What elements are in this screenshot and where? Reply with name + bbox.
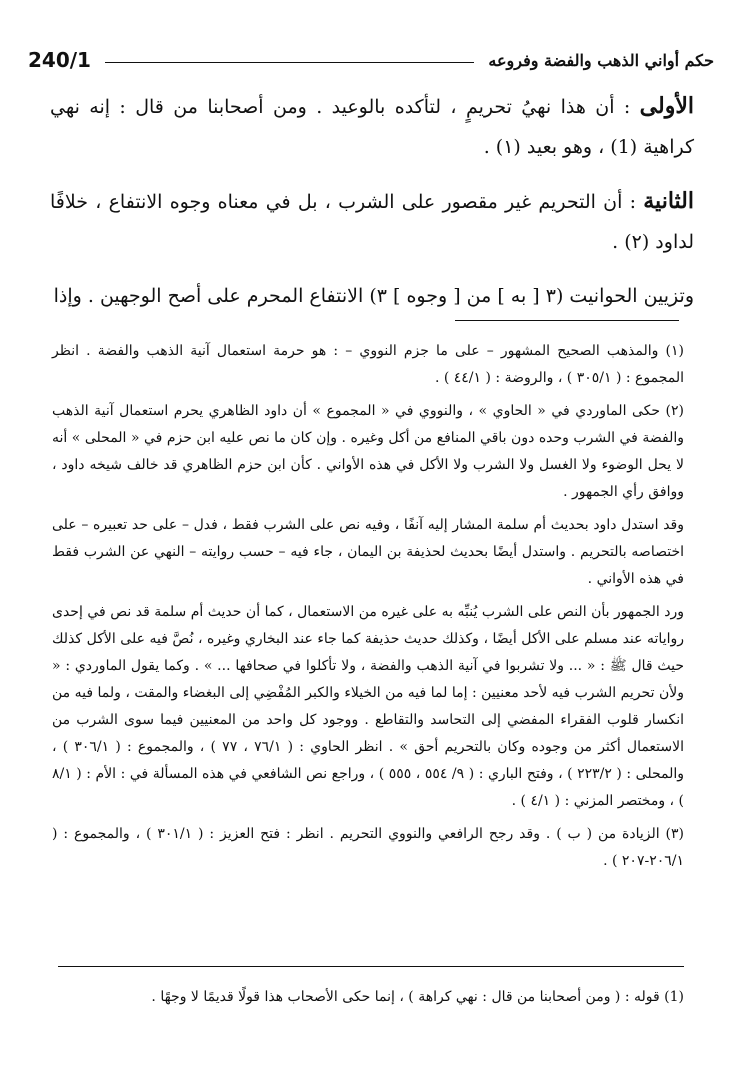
footnote: وقد استدل داود بحديث أم سلمة المشار إليه آنفًا ، وفيه نص على الشرب فقط ، فدل – على حد تعبيره – على اختصاصه بالتحريم . واستدل أيضًا بحديث لحذيفة بن اليمان ، جاء فيه – حسب روايته – النهي عن الشرب فقط في هذه الأواني . xyxy=(52,517,684,587)
page-number: 240/1 xyxy=(28,48,91,72)
editor-note: (1) قوله : ( ومن أصحابنا من قال : نهي كراهة ) ، إنما حكى الأصحاب هذا قولًا قديمًا لا وجهًا . xyxy=(151,989,684,1005)
footnote: (٣) الزيادة من ( ب ) . وقد رجح الرافعي والنووي التحريم . انظر : فتح العزيز : ( ٣٠١/١ ) ، والمجموع : ( ٢٠٦/١-٢٠٧ ) . xyxy=(52,826,684,869)
paragraph-body: : أن هذا نهيُ تحريمٍ ، لتأكده بالوعيد . ومن أصحابنا من قال : إنه نهي كراهية (1) ، وهو بعيد (١) . xyxy=(50,96,694,158)
paragraph-second xyxy=(50,181,694,262)
paragraph-third: وتزيين الحوانيت (٣ [ به ] من [ وجوه ] ٣) الانتفاع المحرم على أصح الوجهين . وإذا xyxy=(53,285,694,307)
running-title: حكم أواني الذهب والفضة وفروعه xyxy=(488,50,714,70)
header-divider xyxy=(105,62,474,63)
editor-note-divider xyxy=(58,966,684,967)
footnotes xyxy=(52,338,684,881)
footnote: ورد الجمهور بأن النص على الشرب يُنبِّه به على غيره من الاستعمال ، كما أن حديث أم سلمة قد نص في إحدى رواياته عند مسلم على الأكل أيضًا ، وكذلك حديث حذيفة كما جاء عند البخاري وغيره ، نُصَّ فيه على الأكل كذلك حيث قال ﷺ : « ... ولا تشربوا في آنية الذهب والفضة ، ولا تأكلوا في صحافها ... » . وكما يقول الماوردي : « ولأن تحريم الشرب فيه لأحد معنيين : إما لما فيه من الخيلاء والكبر المُفْضِي إلى البغضاء والمقت ، ولما فيه من انكسار قلوب الفقراء المفضي إلى التحاسد والتقاطع . ووجود كل واحد من المعنيين فيما سوى الشرب من الاستعمال أكثر من وجوده وكان بالتحريم أحق » . انظر الحاوي : ( ٧٦/١ ، ٧٧ ) ، والمجموع : ( ٣٠٦/١ ) ، والمحلى : ( ٢٢٣/٢ ) ، وفتح الباري : ( ٩/ ٥٥٤ ، ٥٥٥ ) ، وراجع نص الشافعي في هذه المسألة في : الأم : ( ٨/١ ) ، ومختصر المزني : ( ٤/١ ) . xyxy=(52,604,685,809)
paragraph-label: الثانية xyxy=(643,188,694,214)
paragraph-label: الأولى xyxy=(639,93,694,119)
paragraph-first xyxy=(50,86,694,167)
footnote-divider xyxy=(455,320,679,321)
footnote: (٢) حكى الماوردي في « الحاوي » ، والنووي في « المجموع » أن داود الظاهري يحرم استعمال آنية الذهب والفضة في الشرب وحده دون باقي المنافع من أكل وغيره . وإن كان ما نص عليه ابن حزم في « المحلى » أنه لا يحل الوضوء ولا الغسل ولا الشرب ولا الأكل في هذه الأواني . كأن ابن حزم الظاهري قد خالف شيخه داود ، ووافق رأي الجمهور . xyxy=(52,403,684,500)
page-header xyxy=(28,40,714,80)
main-text xyxy=(50,86,694,330)
paragraph-body: : أن التحريم غير مقصور على الشرب ، بل في معناه وجوه الانتفاع ، خلافًا لداود (٢) . xyxy=(50,191,694,253)
footnote: (١) والمذهب الصحيح المشهور – على ما جزم النووي – : هو حرمة استعمال آنية الذهب والفضة . انظر المجموع : ( ٣٠٥/١ ) ، والروضة : ( ٤٤/١ ) . xyxy=(52,343,684,386)
editor-notes xyxy=(58,984,684,1017)
